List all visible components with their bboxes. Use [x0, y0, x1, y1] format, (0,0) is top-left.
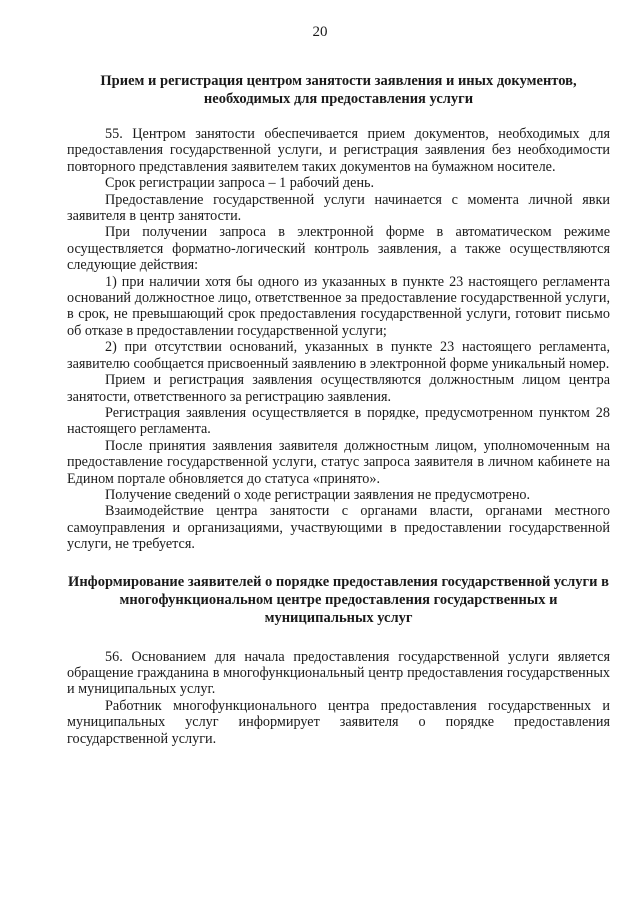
paragraph: 1) при наличии хотя бы одного из указанных в пункте 23 настоящего регламента оснований должностное лицо, ответственное за предоставление государственной услуги, в срок, не превышающий срок предоставления государственной услуги, готовит письмо об отказе в предоставлении государственной услуги;	[67, 273, 610, 339]
paragraph: Работник многофункционального центра предоставления государственных и муниципальных услуг информирует заявителя о порядке предоставления государственной услуги.	[67, 697, 610, 747]
paragraph: 56. Основанием для начала предоставления государственной услуги является обращение гражданина в многофункциональный центр предоставления государственных и муниципальных услуг.	[67, 648, 610, 698]
paragraph: При получении запроса в электронной форме в автоматическом режиме осуществляется форматно-логический контроль заявления, а также осуществляются следующие действия:	[67, 224, 610, 274]
paragraph: Прием и регистрация заявления осуществляются должностным лицом центра занятости, ответственного за регистрацию заявления.	[67, 372, 610, 405]
paragraph: 2) при отсутствии оснований, указанных в пункте 23 настоящего регламента, заявителю сообщается присвоенный заявлению в электронной форме уникальный номер.	[67, 339, 610, 372]
paragraph: Срок регистрации запроса – 1 рабочий день.	[105, 175, 375, 192]
page-content	[67, 72, 610, 747]
section-heading-informing: Информирование заявителей о порядке предоставления государственной услуги в многофункциональном центре предоставления государственных и муниципальных услуг	[68, 573, 609, 626]
paragraph: После принятия заявления заявителя должностным лицом, уполномоченным на предоставление государственной услуги, статус запроса заявителя в личном кабинете на Едином портале обновляется до статуса «принято».	[67, 437, 610, 487]
paragraph: Регистрация заявления осуществляется в порядке, предусмотренном пунктом 28 настоящего регламента.	[67, 404, 610, 438]
paragraph: Предоставление государственной услуги начинается с момента личной явки заявителя в центр занятости.	[67, 191, 610, 225]
paragraph: Получение сведений о ходе регистрации заявления не предусмотрено.	[105, 486, 531, 503]
paragraph: 55. Центром занятости обеспечивается прием документов, необходимых для предоставления государственной услуги, и регистрация заявления без необходимости повторного представления заявителем таких документов на бумажном носителе.	[67, 126, 610, 175]
paragraph: Взаимодействие центра занятости с органами власти, органами местного самоуправления и организациями, участвующими в предоставлении государственной услуги, не требуется.	[67, 503, 610, 553]
page-number: 20	[312, 24, 328, 40]
section-heading-reception: Прием и регистрация центром занятости заявления и иных документов, необходимых для предоставления услуги	[100, 73, 577, 107]
